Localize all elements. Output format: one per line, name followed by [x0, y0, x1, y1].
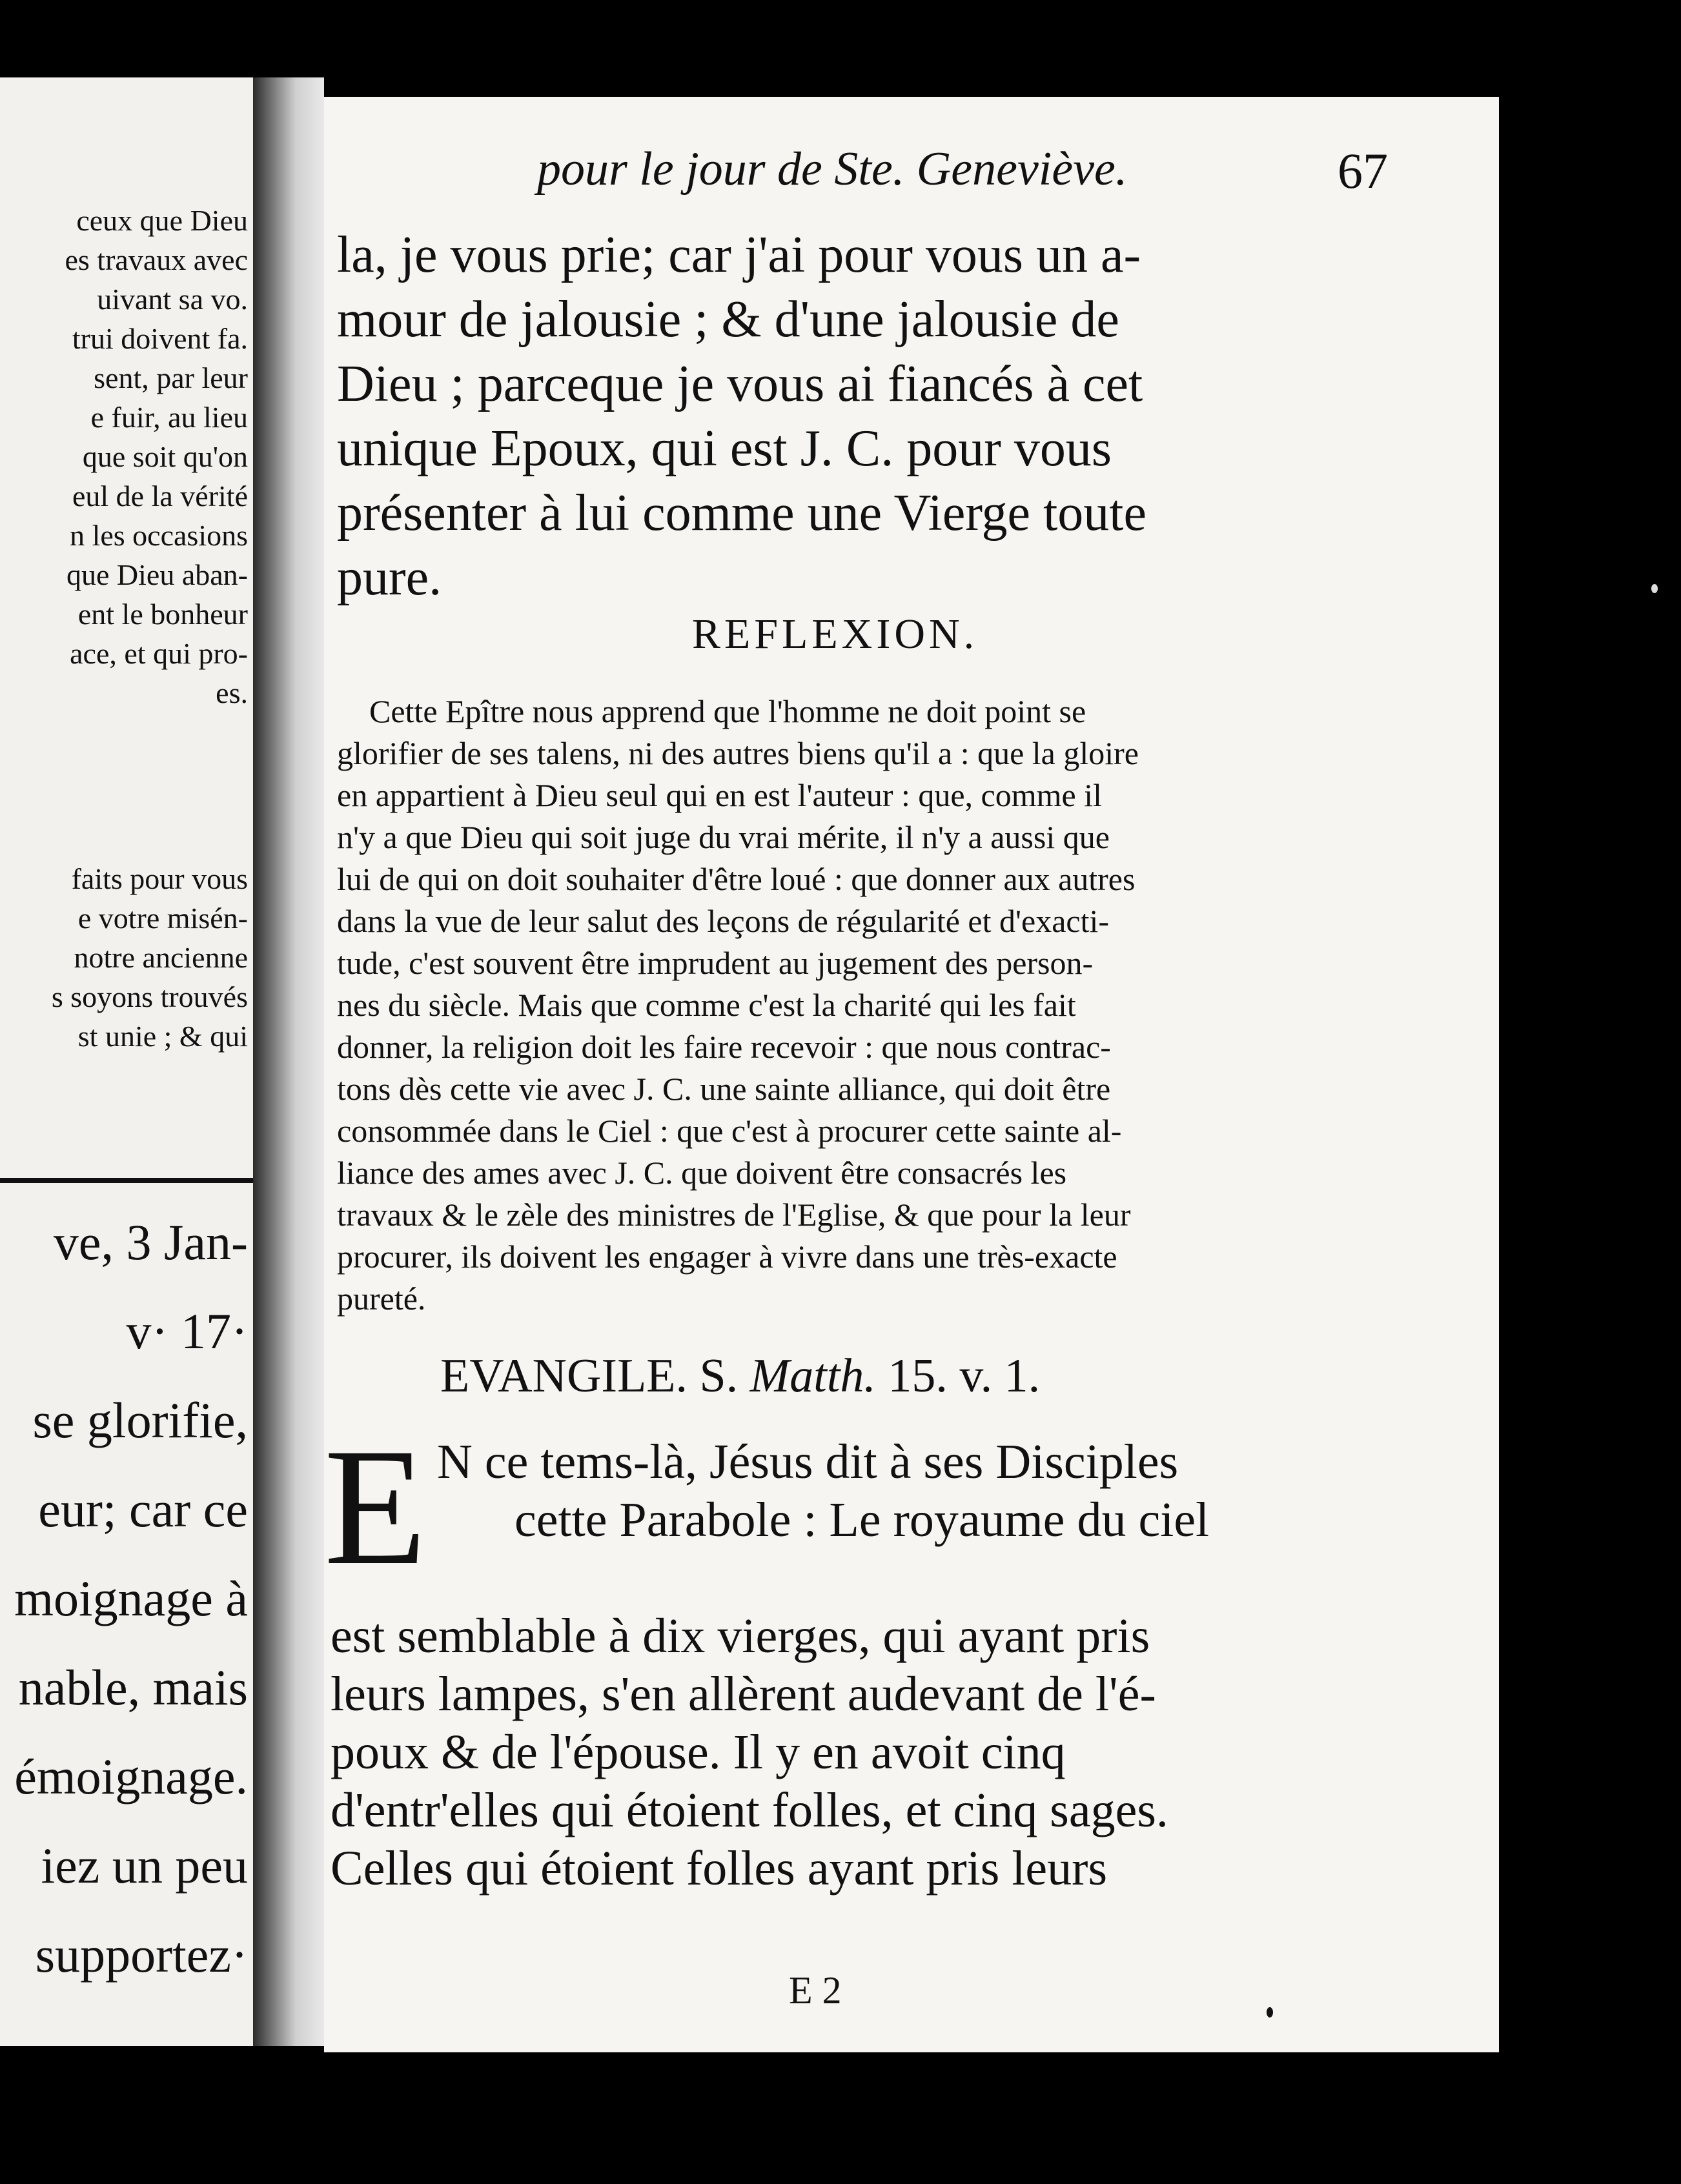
- text-line: lui de qui on doit souhaiter d'être loué : que donner aux autres: [337, 861, 1136, 897]
- left-page-line: n les occasions: [70, 519, 248, 552]
- left-page-line: notre ancienne: [74, 941, 248, 974]
- text-line: poux & de l'épouse. Il y en avoit cinq: [331, 1725, 1066, 1779]
- left-page-line: faits pour vous: [71, 862, 248, 895]
- text-line: procurer, ils doivent les engager à vivre dans une très-exacte: [337, 1239, 1117, 1275]
- running-title: pour le jour de Ste. Geneviève.: [537, 143, 1128, 196]
- ink-speck: [1651, 584, 1658, 593]
- book-gutter: [253, 77, 324, 2046]
- left-page-rule: [0, 1178, 253, 1183]
- evangile-book: Matth.: [749, 1350, 876, 1402]
- right-page: [324, 97, 1499, 2052]
- text-line: pure.: [337, 549, 442, 606]
- evangile-heading: [440, 1349, 1040, 1404]
- left-page-line: que Dieu aban-: [66, 558, 248, 591]
- ink-speck: [1267, 2007, 1273, 2017]
- text-line: travaux & le zèle des ministres de l'Eglise, & que pour la leur: [337, 1197, 1131, 1233]
- text-line: N ce tems-là, Jésus dit à ses Disciples: [437, 1435, 1179, 1489]
- text-line: nes du siècle. Mais que comme c'est la charité qui les fait: [337, 987, 1076, 1023]
- evangile-title: EVANGILE. S.: [440, 1350, 739, 1402]
- left-page-line: v· 17·: [126, 1303, 248, 1359]
- left-page-line: es travaux avec: [65, 243, 248, 276]
- left-page-line: ace, et qui pro-: [70, 637, 248, 670]
- text-line: est semblable à dix vierges, qui ayant pris: [331, 1609, 1150, 1663]
- left-page-line: trui doivent fa.: [72, 322, 248, 355]
- reflexion-heading: REFLEXION.: [692, 611, 979, 658]
- text-line: dans la vue de leur salut des leçons de régularité et d'exacti-: [337, 903, 1110, 939]
- text-line: glorifier de ses talens, ni des autres biens qu'il a : que la gloire: [337, 735, 1139, 771]
- left-page-line: s soyons trouvés: [51, 980, 248, 1013]
- left-page-line: moignage à: [14, 1570, 248, 1626]
- text-line: cette Parabole : Le royaume du ciel: [514, 1493, 1210, 1547]
- left-page-line: supportez·: [35, 1926, 248, 1983]
- text-line: présenter à lui comme une Vierge toute: [337, 485, 1147, 541]
- text-line: d'entr'elles qui étoient folles, et cinq sages.: [331, 1783, 1168, 1837]
- signature-mark: E 2: [789, 1969, 842, 2012]
- text-line: Celles qui étoient folles ayant pris leurs: [331, 1841, 1108, 1896]
- text-line: pureté.: [337, 1280, 426, 1317]
- left-page-line: émoignage.: [14, 1748, 248, 1805]
- text-line: n'y a que Dieu qui soit juge du vrai mérite, il n'y a aussi que: [337, 819, 1110, 855]
- text-line: leurs lampes, s'en allèrent audevant de l'é-: [331, 1667, 1156, 1721]
- text-line: tons dès cette vie avec J. C. une sainte alliance, qui doit être: [337, 1071, 1111, 1107]
- reflexion-text: [337, 691, 1139, 1320]
- left-page-line: e fuir, au lieu: [90, 401, 248, 434]
- text-line: en appartient à Dieu seul qui en est l'auteur : que, comme il: [337, 777, 1103, 813]
- left-page-line: que soit qu'on: [82, 440, 248, 473]
- left-page-line: se glorifie,: [32, 1392, 248, 1448]
- left-page-line: eul de la vérité: [72, 480, 248, 512]
- left-page-line: uivant sa vo.: [97, 283, 248, 316]
- text-line: tude, c'est souvent être imprudent au jugement des person-: [337, 945, 1094, 981]
- text-line: Dieu ; parceque je vous ai fiancés à cet: [337, 356, 1143, 412]
- left-page-line: eur; car ce: [38, 1481, 248, 1537]
- left-page-line: iez un peu: [41, 1837, 248, 1894]
- left-page-line: nable, mais: [18, 1659, 248, 1715]
- text-line: unique Epoux, qui est J. C. pour vous: [337, 420, 1112, 477]
- text-line: donner, la religion doit les faire recevoir : que nous contrac-: [337, 1029, 1111, 1065]
- text-line: consommée dans le Ciel : que c'est à procurer cette sainte al-: [337, 1113, 1122, 1149]
- left-page-line: sent, par leur: [94, 361, 248, 394]
- evangile-opening: [437, 1433, 1209, 1549]
- page-number: 67: [1338, 143, 1388, 199]
- left-page-fragment: [0, 77, 253, 2046]
- epistle-ending: [337, 223, 1146, 610]
- left-page-line: es.: [216, 676, 248, 709]
- text-line: la, je vous prie; car j'ai pour vous un a-: [337, 227, 1141, 283]
- evangile-text: [331, 1607, 1168, 1897]
- text-line: mour de jalousie ; & d'une jalousie de: [337, 291, 1119, 348]
- left-page-line: ceux que Dieu: [76, 204, 248, 237]
- drop-cap: E: [324, 1414, 427, 1600]
- left-page-line: e votre misén-: [77, 902, 248, 935]
- left-page-line: ve, 3 Jan-: [53, 1214, 248, 1270]
- text-line: Cette Epître nous apprend que l'homme ne doit point se: [369, 693, 1086, 729]
- text-line: liance des ames avec J. C. que doivent être consacrés les: [337, 1155, 1067, 1191]
- left-page-line: ent le bonheur: [77, 598, 248, 631]
- left-page-line: st unie ; & qui: [77, 1020, 248, 1053]
- evangile-reference: 15. v. 1.: [888, 1350, 1041, 1402]
